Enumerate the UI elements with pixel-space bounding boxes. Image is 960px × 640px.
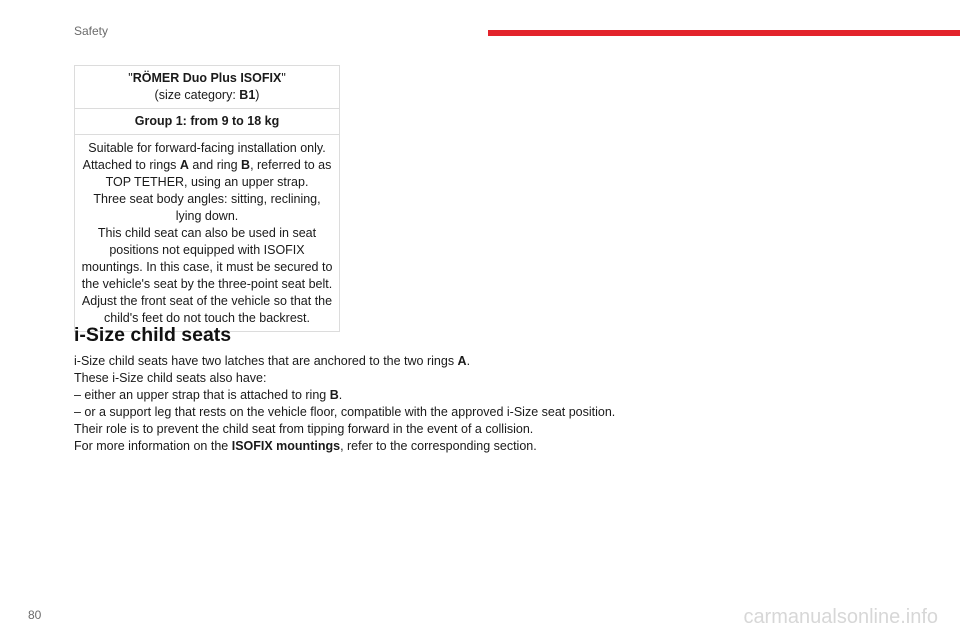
- list-item-text: – either an upper strap that is attached to ring: [74, 388, 330, 402]
- isize-section: [74, 324, 634, 455]
- paragraph: [74, 353, 634, 370]
- running-header-section: Safety: [74, 24, 109, 38]
- description-text: , referred to as: [250, 158, 332, 172]
- description-text: and ring: [188, 158, 242, 172]
- paragraph-text: i-Size child seats have two latches that are anchored to the two rings: [74, 354, 458, 368]
- size-category-value: B1: [239, 88, 256, 102]
- description-line: positions not equipped with ISOFIX: [109, 243, 305, 257]
- quote-close: ": [281, 71, 286, 85]
- section-heading: i-Size child seats: [74, 324, 232, 346]
- group-cell: Group 1: from 9 to 18 kg: [75, 108, 339, 134]
- size-category-prefix: (size category:: [154, 88, 240, 102]
- ring-b-label: B: [329, 388, 339, 402]
- seat-name: RÖMER Duo Plus ISOFIX: [132, 71, 282, 85]
- size-category-suffix: ): [255, 88, 260, 102]
- description-cell: [75, 134, 339, 331]
- description-line: TOP TETHER, using an upper strap.: [105, 175, 309, 189]
- description-line: Adjust the front seat of the vehicle so that the: [81, 294, 333, 308]
- ring-a-label: A: [179, 158, 189, 172]
- paragraph-text: , refer to the corresponding section.: [340, 439, 537, 453]
- paragraph: [74, 438, 634, 455]
- size-category-line: [79, 87, 335, 104]
- watermark: carmanualsonline.info: [743, 606, 938, 628]
- description-line: Suitable for forward-facing installation only.: [88, 141, 326, 155]
- quote-open: ": [128, 71, 133, 85]
- paragraph: These i-Size child seats also have:: [74, 371, 267, 385]
- seat-name-line: [79, 70, 335, 87]
- description-line: lying down.: [175, 209, 239, 223]
- paragraph-text: For more information on the: [74, 439, 232, 453]
- list-item: – or a support leg that rests on the vehicle floor, compatible with the approved i-Size seat position.: [74, 405, 616, 419]
- header-accent-bar: [488, 30, 960, 36]
- list-item-text: .: [338, 388, 343, 402]
- page-number: 80: [28, 608, 42, 622]
- ring-b-label: B: [241, 158, 251, 172]
- child-seat-table: [74, 65, 340, 332]
- list-item: [74, 387, 634, 404]
- description-line: child's feet do not touch the backrest.: [104, 311, 310, 325]
- paragraph: Their role is to prevent the child seat from tipping forward in the event of a collision.: [74, 422, 534, 436]
- ring-a-label: A: [457, 354, 467, 368]
- description-text: Attached to rings: [82, 158, 180, 172]
- description-line: mountings. In this case, it must be secured to: [81, 260, 333, 274]
- seat-name-cell: [75, 66, 339, 108]
- paragraph-text: .: [466, 354, 471, 368]
- description-line: the vehicle's seat by the three-point seat belt.: [81, 277, 333, 291]
- description-line: Three seat body angles: sitting, reclining,: [93, 192, 321, 206]
- description-line: This child seat can also be used in seat: [97, 226, 317, 240]
- isofix-mountings-term: ISOFIX mountings: [231, 439, 341, 453]
- description-line: [79, 157, 335, 174]
